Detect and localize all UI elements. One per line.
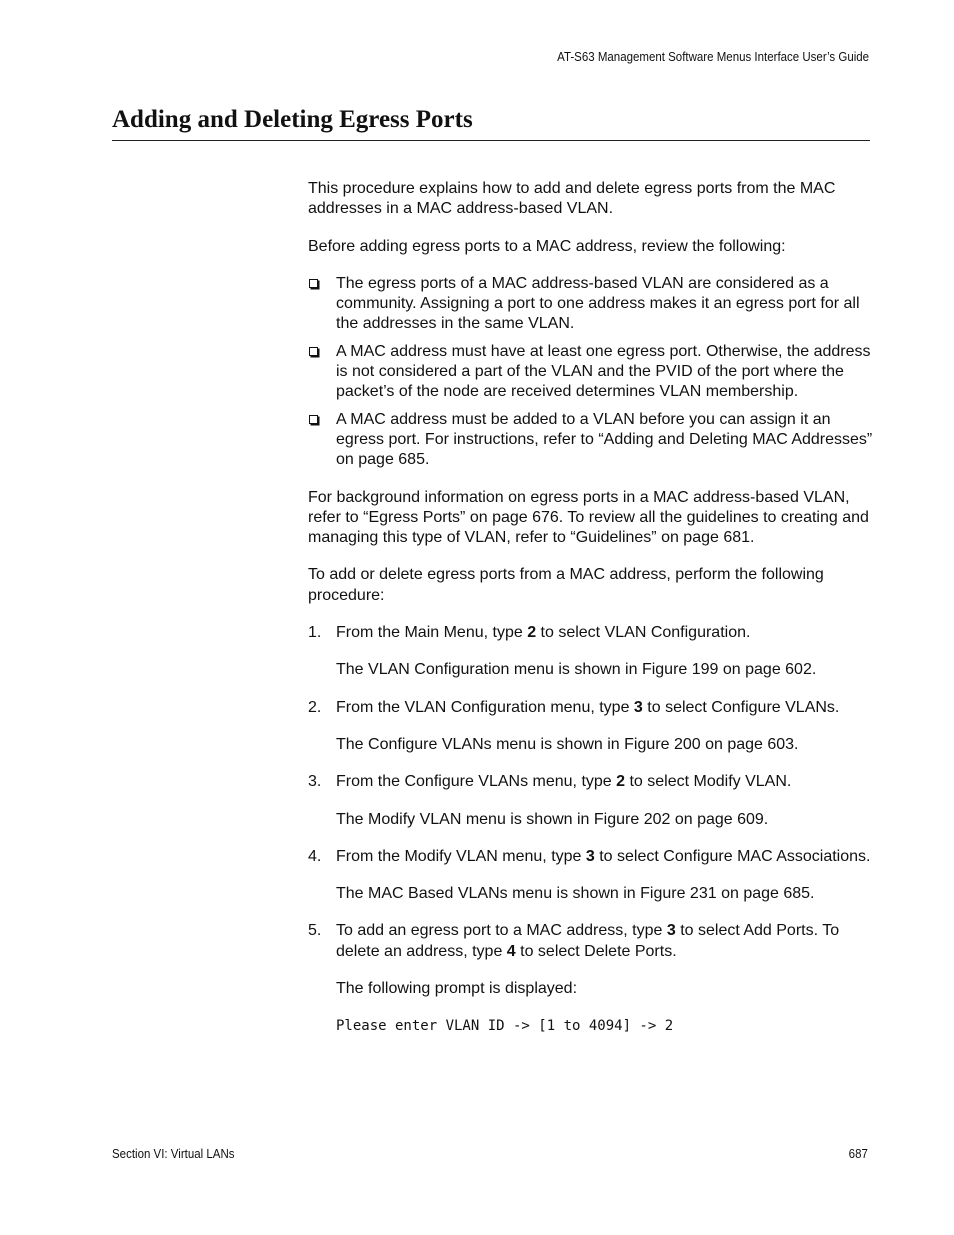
step-number: 3. — [308, 773, 322, 791]
list-item: A MAC address must have at least one egress port. Otherwise, the address is not considered a part of the VLAN and the PVID of the port where the packet’s of the node are received determines VLAN membership. — [308, 342, 873, 403]
step-item — [308, 698, 873, 756]
step-text: From the Main Menu, type 2 to select VLAN Configuration. — [336, 624, 751, 642]
step-text: From the Modify VLAN menu, type 3 to select Configure MAC Associations. — [336, 847, 871, 865]
step-item — [308, 772, 873, 830]
step-note: The VLAN Configuration menu is shown in Figure 199 on page 602. — [336, 661, 817, 679]
step-item — [308, 847, 873, 905]
running-header: AT-S63 Management Software Menus Interface User’s Guide — [557, 50, 869, 64]
step-item — [308, 623, 873, 681]
checkbox-bullet-icon — [309, 415, 318, 424]
step-number: 5. — [308, 922, 322, 940]
procedure-intro: To add or delete egress ports from a MAC address, perform the following procedure: — [308, 566, 824, 604]
step-text: From the Configure VLANs menu, type 2 to select Modify VLAN. — [336, 773, 792, 791]
step-note: The Modify VLAN menu is shown in Figure 202 on page 609. — [336, 810, 769, 828]
step-text: From the VLAN Configuration menu, type 3 to select Configure VLANs. — [336, 698, 840, 716]
background-paragraph: For background information on egress ports in a MAC address-based VLAN, refer to “Egress Ports” on page 676. To review all the guidelines to creating and managing this type of VLAN, refer to “Guidelines” on page 681. — [308, 488, 869, 547]
step-note: The following prompt is displayed: — [336, 980, 578, 998]
intro-paragraph: This procedure explains how to add and delete egress ports from the MAC addresses in a MAC address-based VLAN. — [308, 180, 836, 218]
body-content — [308, 179, 873, 1054]
step-number: 4. — [308, 847, 322, 865]
step-note: The Configure VLANs menu is shown in Figure 200 on page 603. — [336, 735, 799, 753]
step-text: To add an egress port to a MAC address, type 3 to select Add Ports. To delete an address, type 4 to select Delete Ports. — [336, 922, 840, 960]
section-title: Adding and Deleting Egress Ports — [112, 106, 473, 133]
footer-section: Section VI: Virtual LANs — [112, 1147, 235, 1161]
command-prompt: Please enter VLAN ID -> [1 to 4094] -> 2 — [336, 1018, 674, 1035]
guideline-list — [308, 274, 873, 471]
review-paragraph: Before adding egress ports to a MAC address, review the following: — [308, 237, 786, 255]
page-number: 687 — [848, 1147, 868, 1161]
checkbox-bullet-icon — [309, 347, 318, 356]
list-item: A MAC address must be added to a VLAN before you can assign it an egress port. For instructions, refer to “Adding and Deleting MAC Addresses” on page 685. — [308, 410, 873, 471]
list-item: The egress ports of a MAC address-based VLAN are considered as a community. Assigning a port to one address makes it an egress port for all the addresses in the same VLAN. — [308, 274, 873, 335]
title-rule — [112, 140, 870, 141]
step-number: 1. — [308, 624, 322, 642]
checkbox-bullet-icon — [309, 279, 318, 288]
step-note: The MAC Based VLANs menu is shown in Figure 231 on page 685. — [336, 885, 815, 903]
procedure-steps — [308, 623, 873, 1037]
step-item — [308, 921, 873, 1036]
step-number: 2. — [308, 698, 322, 716]
